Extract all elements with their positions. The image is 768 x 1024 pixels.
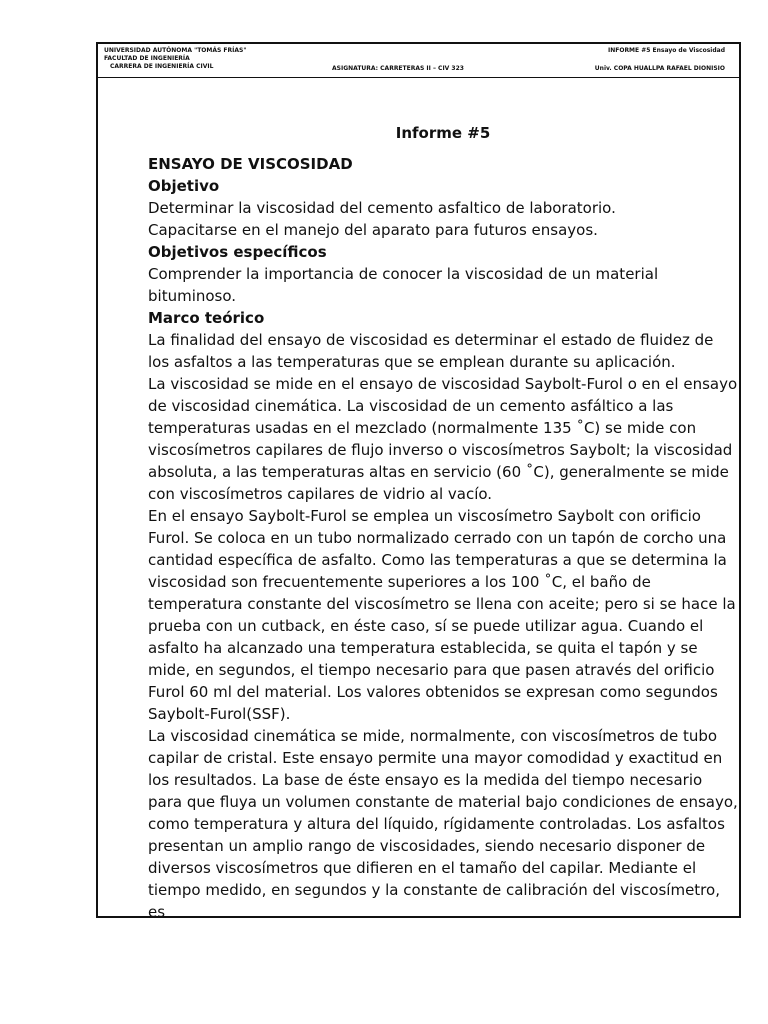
subject-label: ASIGNATURA: CARRETERAS II – CIV 323 [332,65,464,72]
university-name: UNIVERSIDAD AUTÓNOMA "TOMÁS FRÍAS" [104,47,247,54]
document-title: Informe #5 [395,124,491,142]
header-institution [104,47,246,71]
career-name: CARRERA DE INGENIERÍA CIVIL [110,63,214,70]
theory-paragraph: En el ensayo Saybolt-Furol se emplea un viscosímetro Saybolt con orificio Furol. Se coloca en un tubo normalizado cerrado con un tapón de corcho una cantidad específica de asfalto. Como las temperaturas a que se determina la viscosidad son frecuentemente superiores a los 100 ˚C, el baño de temperatura constante del viscosímetro se llena con aceite; pero si se hace la prueba con un cutback, en éste caso, sí se puede utilizar agua. Cuando el asfalto ha alcanzado una temperatura establecida, se quita el tapón y se mide, en segundos, el tiempo necesario para que pasen através del orificio Furol 60 ml del material. Los valores obtenidos se expresan como segundos Saybolt-Furol(SSF). [148,507,736,723]
specific-objectives-heading: Objetivos específicos [148,243,327,261]
theory-paragraph: La finalidad del ensayo de viscosidad es determinar el estado de fluidez de los asfaltos a las temperaturas que se emplean durante su aplicación. [148,331,714,371]
theory-heading: Marco teórico [148,309,265,327]
faculty-name: FACULTAD DE INGENIERÍA [104,55,190,62]
student-label: Univ. COPA HUALLPA RAFAEL DIONISIO [594,65,725,72]
objective-heading: Objetivo [148,177,220,195]
theory-paragraph: La viscosidad se mide en el ensayo de viscosidad Saybolt-Furol o en el ensayo de viscosidad cinemática. La viscosidad de un cemento asfáltico a las temperaturas usadas en el mezclado (normalmente 135 ˚C) se mide con viscosímetros capilares de flujo inverso o viscosímetros Saybolt; la viscosidad absoluta, a las temperaturas altas en servicio (60 ˚C), generalmente se mide con viscosímetros capilares de vidrio al vacío. [148,375,738,503]
theory-paragraph: La viscosidad cinemática se mide, normalmente, con viscosímetros de tubo capilar de cristal. Este ensayo permite una mayor comodidad y exactitud en los resultados. La base de éste ensayo es la medida del tiempo necesario para que fluya un volumen constante de material bajo condiciones de ensayo, como temperatura y altura del líquido, rígidamente controladas. Los asfaltos presentan un amplio rango de viscosidades, siendo necesario disponer de diversos viscosímetros que difieren en el tamaño del capilar. Mediante el tiempo medido, en segundos y la constante de calibración del viscosímetro, es [148,727,738,921]
page-header [98,44,739,78]
main-section-heading: ENSAYO DE VISCOSIDAD [148,155,353,173]
document-page [96,42,741,921]
objective-line: Determinar la viscosidad del cemento asfaltico de laboratorio. [148,199,616,217]
specific-objectives-text: Comprender la importancia de conocer la viscosidad de un material bituminoso. [148,265,659,305]
report-label: INFORME #5 Ensayo de Viscosidad [607,47,725,54]
objective-line: Capacitarse en el manejo del aparato para futuros ensayos. [148,221,598,239]
page-content [148,122,738,923]
